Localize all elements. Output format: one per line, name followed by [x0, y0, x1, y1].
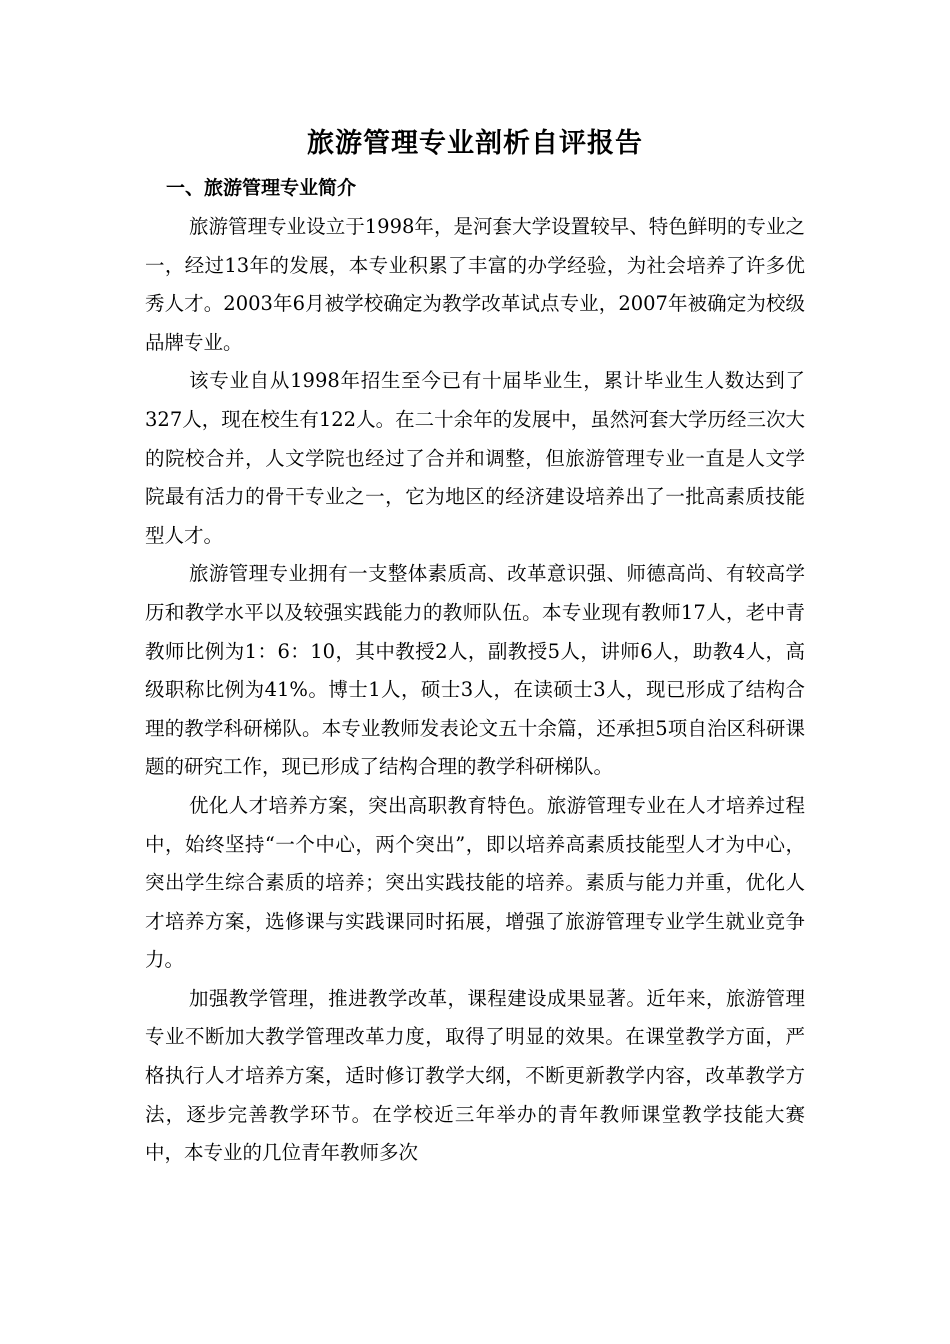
paragraph-training-plan: 优化人才培养方案，突出高职教育特色。旅游管理专业在人才培养过程中，始终坚持“一个中心，两个突出”，即以培养高素质技能型人才为中心，突出学生综合素质的培养；突出实践技能的培养。素质与能力并重，优化人才培养方案，选修课与实践课同时拓展，增强了旅游管理专业学生就业竞争力。 [145, 793, 805, 972]
paragraph-intro: 旅游管理专业设立于1998年，是河套大学设置较早、特色鲜明的专业之一，经过13年的发展，本专业积累了丰富的办学经验，为社会培养了许多优秀人才。2003年6月被学校确定为教学改革试点专业，2007年被确定为校级品牌专业。 [145, 215, 805, 354]
section-heading: 一、旅游管理专业简介 [166, 177, 357, 199]
document-title: 旅游管理专业剖析自评报告 [307, 128, 643, 159]
paragraph-teaching-management: 加强教学管理，推进教学改革，课程建设成果显著。近年来，旅游管理专业不断加大教学管理改革力度，取得了明显的效果。在课堂教学方面，严格执行人才培养方案，适时修订教学大纲，不断更新教学内容，改革教学方法，逐步完善教学环节。在学校近三年举办的青年教师课堂教学技能大赛中，本专业的几位青年教师多次 [145, 986, 805, 1165]
paragraph-faculty: 旅游管理专业拥有一支整体素质高、改革意识强、师德高尚、有较高学历和教学水平以及较强实践能力的教师队伍。本专业现有教师17人，老中青教师比例为1：6：10，其中教授2人，副教授5人，讲师6人，助教4人，高级职称比例为41%。博士1人，硕士3人，在读硕士3人，现已形成了结构合理的教学科研梯队。本专业教师发表论文五十余篇，还承担5项自治区科研课题的研究工作，现已形成了结构合理的教学科研梯队。 [145, 562, 805, 779]
body-text [145, 208, 805, 1173]
paragraph-enrollment: 该专业自从1998年招生至今已有十届毕业生，累计毕业生人数达到了327人，现在校生有122人。在二十余年的发展中，虽然河套大学历经三次大的院校合并，人文学院也经过了合并和调整，但旅游管理专业一直是人文学院最有活力的骨干专业之一，它为地区的经济建设培养出了一批高素质技能型人才。 [145, 369, 805, 547]
